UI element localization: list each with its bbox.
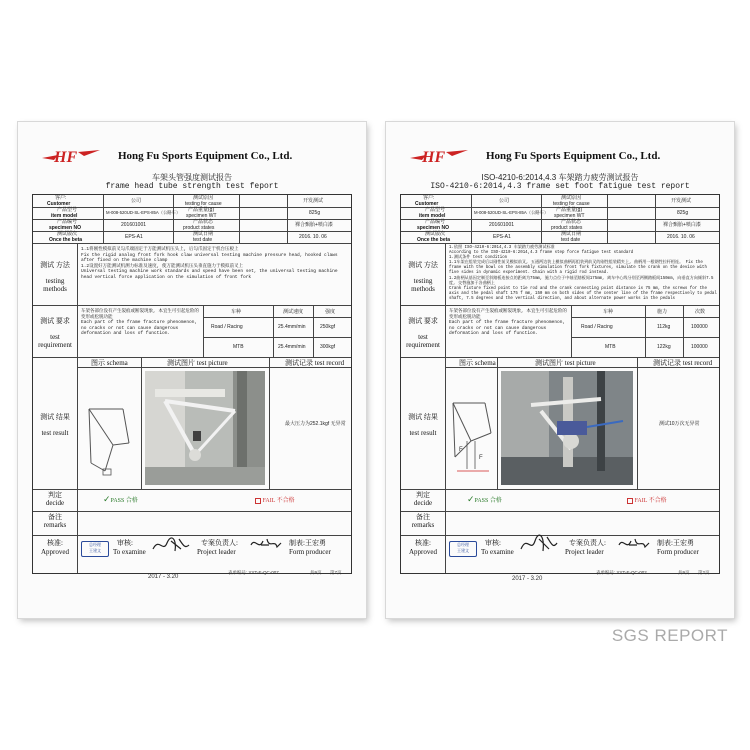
weight-label: 产品重量(g) [188,207,215,213]
leader-label-cn: 专案负责人: [201,539,238,547]
table-row-strength: 300kgf [320,344,336,350]
remarks-label-cn: 备注 [416,513,430,521]
customer-value: 公司 [131,198,142,204]
decide-label-en: decide [45,499,65,507]
requirement-text: 车架各部位没有产生裂痕或断裂现象, 本宜生可引起危险的变形或松脱功能 Each part of the frame fracture phenomenon, no cracks or not can cause dangerous deformation and loss of function. [449,309,567,337]
reason-label-en: testing for cause [553,201,590,207]
result-label-cn: 测试 结果 [408,413,438,421]
leader-label-en: Project leader [197,548,236,556]
version-label-en: Once the beta [49,237,83,243]
remarks-label-en: remarks [43,521,67,529]
approved-label-cn: 核准: [415,539,431,547]
status-value: 裸合甄胎+喷白漆 [295,222,333,228]
signature-examiner-icon [151,535,191,555]
handwritten-date: 2017 - 3.20 [512,576,543,582]
table-row-force: 112kg [657,324,671,330]
requirement-label-en: test requirement [38,333,72,349]
checkbox-icon [627,498,633,504]
requirement-text: 车架各部位没有产生裂痕或断裂现象, 本宜生可引起危险的变形或松脱功能 Each part of the frame fracture phenomenon, no cracks or not can cause dangerous deformation and loss of function. [81,309,199,337]
version-value: EPS-A1 [493,234,511,240]
frame-schema-diagram [449,373,495,485]
result-label-en: test result [41,429,69,437]
svg-text:HF: HF [54,149,78,166]
customer-label-en: Customer [47,201,71,207]
approved-label-cn: 核准: [47,539,63,547]
weight-value: 825g [309,210,321,216]
result-label-en: test result [409,429,437,437]
status-label: 产品状态 [561,219,582,225]
sgs-report-watermark: SGS REPORT [611,626,728,645]
specimen-label-en: specimen NO [417,225,449,231]
check-mark-icon: ✓ [467,494,475,504]
leader-label-en: Project leader [565,548,604,556]
weight-label: 产品重量(g) [556,207,583,213]
report-sheet-left [18,122,366,618]
report-table [400,194,720,574]
table-row-type: Road / Racing [211,324,243,330]
status-label: 产品状态 [193,219,214,225]
method-text: 1.1将刚性模拟前叉勾爪端固定于万能测试机压头上, 后勾爪固定于机台压板上 Fix the rigid analog front fork hook claw universal testing machine pressure head, hooked claws after fixed on the machine clamp 1.2设置好万能测试机测力标准及速度, 使万能测试机压头垂直施力于模拟前叉上 Universal testing machine work standards and speed have been set, the universal testing machine head vertical force application on the simulation of front fork [81,247,338,280]
decide-pass: ✓PASS 合格 [467,494,502,504]
decide-label-en: decide [413,499,433,507]
weight-label-en: specimen WT [186,213,217,219]
weight-label-en: specimen WT [554,213,585,219]
table-row-type: MTB [605,344,616,350]
reason-value: 开发测试 [671,198,692,204]
decide-pass: ✓PASS 合格 [103,494,138,504]
decide-label-cn: 判定 [416,491,430,499]
record-header: 测试记录 test record [653,359,713,367]
specimen-label: 产品编号 [57,219,78,225]
approval-stamp-icon: 总经理 王建文 [449,541,477,557]
table-row-speed: 25.4mm/min [278,344,306,350]
report-sheet-right [386,122,734,618]
frame-schema-diagram [83,373,137,483]
table-row-type: Road / Racing [581,324,613,330]
leader-label-cn: 专案负责人: [569,539,606,547]
table-row-speed: 25.4mm/min [278,324,306,330]
col-force: 施力 [657,309,668,315]
table-row-force: 122kg [657,344,671,350]
picture-header: 测试图片 test picture [167,359,228,367]
checkbox-icon [255,498,261,504]
table-row-times: 100000 [691,344,708,350]
signature-examiner-icon [519,533,559,555]
status-value: 裸合甄胎+喷白漆 [663,222,701,228]
approval-stamp-icon: 总经理 王建文 [81,541,109,557]
result-label-cn: 测试 结果 [40,413,70,421]
company-name: Hong Fu Sports Equipment Co., Ltd. [118,150,293,162]
item-label-en: item model [51,213,78,219]
examine-label-cn: 审核: [485,539,501,547]
approved-label-en: Approved [409,548,437,556]
date-label-en: test date [561,237,581,243]
test-picture-photo [145,371,265,485]
form-number: 表单编号: YYT-E-QC-002 [596,570,647,575]
signature-leader-icon [617,535,651,553]
handwritten-date: 2017 - 3.20 [148,574,179,580]
record-header: 测试记录 test record [285,359,345,367]
item-value: M-008-520UD-SL-EPS-85A（公路车） [106,210,181,215]
page-total: 共9页 [678,570,690,575]
schema-header: 图示 schema [459,359,496,367]
table-row-times: 100000 [691,324,708,330]
version-label: 测试版次 [425,231,446,237]
date-label-en: test date [193,237,213,243]
date-value: 2016. 10. 06 [667,234,695,240]
table-row-type: MTB [233,344,244,350]
check-mark-icon: ✓ [103,494,111,504]
table-row-strength: 250kgf [320,324,336,330]
weight-value: 825g [677,210,689,216]
date-label: 测试日期 [193,231,214,237]
version-label-en: Once the beta [417,237,451,243]
method-text: 1.依照 ISO-4210-6:2014,4.3 车架踏力疲劳测试标准 According to the ISO-4210-6:2014,4.3 frame step force fatigue test standard 1.测试条件 test condition 1.1车架在组装完成后以刚性前叉模拟前叉, 五通两边装上模拟曲柄再组装到前叉的刚性组装精夹上, 曲柄用一根钢性拉杆相连。 Fix the frame with the bowl on the assembly simulation front fork fixtures, simulate the crank on the device with five sides in dynamic experiment. Chain with a rigid rod instead. 1.2曲柄从基因定制至斜踏板连接点的距离为75mm, 施力点位于中轴至踏板间175mm, 离车中心线分别至两侧踏板间150mm, 向垂直方向倾斜7.5度, 交替施加于各曲柄上 Crank fixture fixed point to tie rod and the crank connecting point distance is 75 mm, the screws for the axis and the pedal shaft 175 f mm, 150 mm on both sides of the center line of the frame respectively to pedal shaft, 7.5 degrees and the vertical direction, and about alternate power works in the pedals [449,246,717,301]
customer-value: 公司 [499,198,510,204]
customer-label-en: Customer [415,201,439,207]
col-type: 车种 [603,309,614,315]
test-picture-photo [501,371,633,485]
picture-header: 测试图片 test picture [535,359,596,367]
report-title-en: frame head tube strength test feport [105,182,279,191]
producer-label-cn: 制表:王宏勇 [657,539,694,547]
producer-label-en: Form producer [289,548,331,556]
specimen-label-en: specimen NO [49,225,81,231]
specimen-label: 产品编号 [425,219,446,225]
method-label-en: testing methods [411,277,435,293]
col-times: 次数 [695,309,706,315]
page-total: 共9页 [310,570,322,575]
hf-logo-icon [40,146,102,166]
examine-label-en: To examine [481,548,514,556]
reason-label-en: testing for cause [185,201,222,207]
svg-text:HF: HF [422,149,446,166]
item-label: 产品型号 [57,207,78,213]
method-label-cn: 测试 方法 [40,261,70,269]
item-value: M-008-520UD-SL-EPS-85A（公路车） [474,210,549,215]
report-title-cn: ISO-4210-6:2014,4.3 车架踏力疲劳测试报告 [481,173,639,182]
decide-label-cn: 判定 [48,491,62,499]
remarks-label-en: remarks [411,521,435,529]
requirement-label-en: test requirement [406,333,440,349]
examine-label-en: To examine [113,548,146,556]
date-label: 测试日期 [561,231,582,237]
col-type: 车种 [231,309,242,315]
item-label-en: item model [419,213,446,219]
customer-label: 客户: [423,195,435,201]
specimen-value: 201601001 [489,222,515,228]
form-number: 表单编号: YYT-E-QC-007 [228,570,279,575]
examine-label-cn: 审核: [117,539,133,547]
test-record-value: 测试10万次无异常 [659,421,700,427]
page-number: 第7页 [330,570,342,575]
requirement-label-cn: 测试 要求 [408,317,438,325]
decide-fail: FAIL 不合格 [255,497,295,505]
report-table [32,194,352,574]
page-number: 第2页 [698,570,710,575]
hf-logo-icon [408,146,470,166]
reason-value: 开发测试 [303,198,324,204]
decide-fail: FAIL 不合格 [627,497,667,505]
col-strength: 强度 [325,309,336,315]
force-label-f1: F [459,447,463,453]
report-title-en: ISO-4210-6:2014,4.3 frame set foot fatigue test report [430,182,690,191]
version-label: 测试版次 [57,231,78,237]
reason-label: 测试原因 [193,195,214,201]
producer-label-en: Form producer [657,548,699,556]
signature-leader-icon [249,535,283,553]
force-label-f2: F [479,455,483,461]
reason-label: 测试原因 [561,195,582,201]
col-speed: 测试速度 [283,309,304,315]
schema-header: 图示 schema [91,359,128,367]
method-label-cn: 测试 方法 [408,261,438,269]
specimen-value: 201601001 [121,222,147,228]
producer-label-cn: 制表:王宏勇 [289,539,326,547]
requirement-label-cn: 测试 要求 [40,317,70,325]
version-value: EPS-A1 [125,234,143,240]
item-label: 产品型号 [425,207,446,213]
company-name: Hong Fu Sports Equipment Co., Ltd. [486,150,661,162]
remarks-label-cn: 备注 [48,513,62,521]
status-label-en: product states [183,225,215,231]
status-label-en: product states [551,225,583,231]
approved-label-en: Approved [41,548,69,556]
customer-label: 客户: [55,195,67,201]
report-title-cn: 车架头管强度测试报告 [152,173,232,182]
test-record-value: 最大压力为252.1kgf 无异常 [285,421,346,427]
method-label-en: testing methods [43,277,67,293]
date-value: 2016. 10. 06 [299,234,327,240]
